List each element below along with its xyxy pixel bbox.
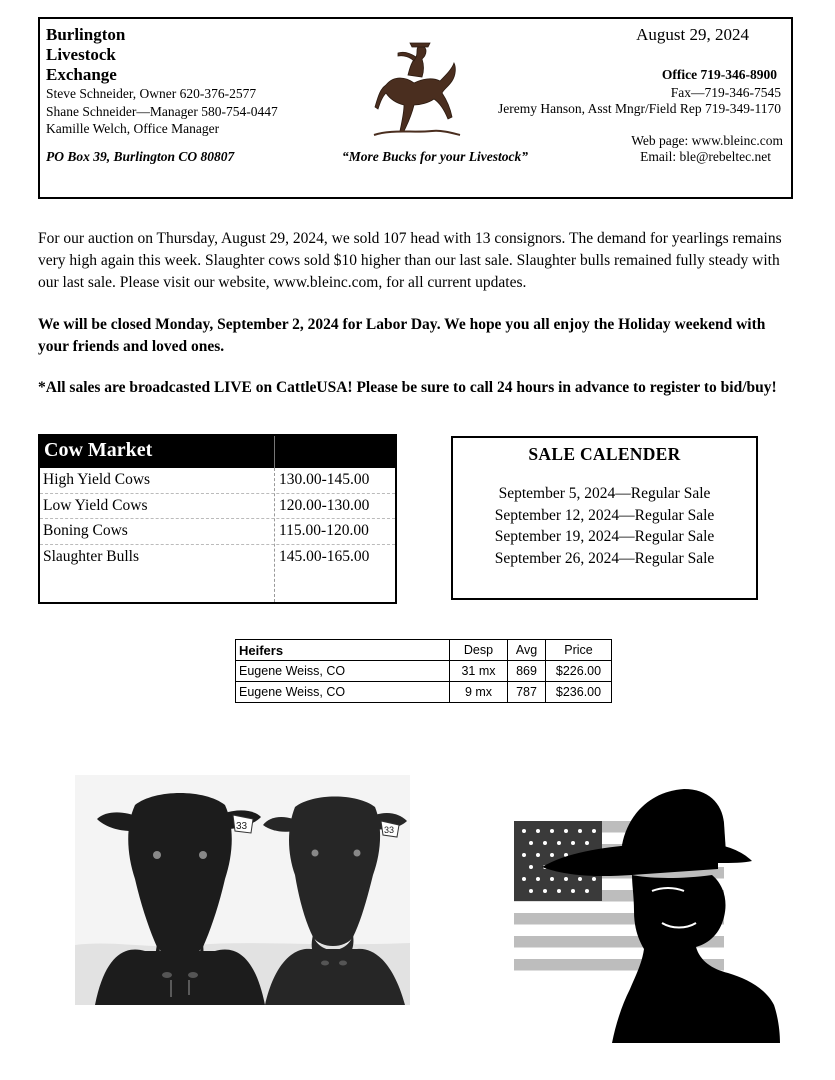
cow-market-header: [40, 436, 395, 468]
cell-desp: 9 mx: [450, 682, 508, 703]
sale-calendar-list: [453, 483, 756, 569]
website-link[interactable]: Web page: www.bleinc.com: [631, 133, 783, 148]
sale-calendar: [451, 436, 758, 600]
row-label: Boning Cows: [43, 522, 128, 539]
row-price: 130.00-145.00: [279, 471, 370, 488]
email-link[interactable]: Email: ble@rebeltec.net: [640, 149, 771, 164]
table-header-row: [236, 640, 612, 661]
table-row: [40, 494, 395, 520]
cell-avg: 869: [508, 661, 546, 682]
office-phone: Office 719-346-8900: [661, 67, 777, 82]
col-avg: Avg: [508, 640, 546, 661]
broadcast-notice: *All sales are broadcasted LIVE on CattleUSA! Please be sure to call 24 hours in advance to register to bid/buy!: [38, 379, 777, 396]
cell-name: Eugene Weiss, CO: [236, 661, 450, 682]
cell-desp: 31 mx: [450, 661, 508, 682]
cow-market-table: [38, 434, 397, 604]
col-heifers: Heifers: [236, 640, 450, 661]
list-item: September 5, 2024—Regular Sale: [498, 485, 711, 502]
ear-tag-left: 33: [236, 821, 248, 832]
holiday-closure-notice: We will be closed Monday, September 2, 2024 for Labor Day. We hope you all enjoy the Holiday weekend with your friends and loved ones.: [38, 316, 766, 355]
staff-list: [46, 85, 278, 138]
header-box: [38, 17, 793, 199]
table-row: [40, 519, 395, 545]
row-price: 145.00-165.00: [279, 547, 370, 565]
ear-tag-right: 33: [384, 825, 395, 835]
fax-number: Fax—719-346-7545: [670, 85, 781, 100]
staff-owner: Steve Schneider, Owner 620-376-2577: [46, 86, 257, 101]
staff-manager: Shane Schneider—Manager 580-754-0447: [46, 103, 278, 119]
row-price: 120.00-130.00: [279, 496, 370, 514]
company-name: Burlington Livestock Exchange: [46, 25, 126, 84]
col-price: Price: [546, 640, 612, 661]
market-report-paragraph: For our auction on Thursday, August 29, 2024, we sold 107 head with 13 consignors. The demand for yearlings remains very high again this week. Slaughter cows sold $10 higher than our last sale. Slaughter bulls remained fully steady with our last sale. Please visit our website, www.bleinc.com, for all current updates.: [38, 230, 782, 291]
bucking-bronco-rider-icon: [372, 39, 462, 139]
header-divider: [274, 436, 275, 468]
col-desp: Desp: [450, 640, 508, 661]
cell-price: $226.00: [546, 661, 612, 682]
row-label: Slaughter Bulls: [43, 547, 140, 565]
table-row: [40, 545, 395, 571]
heifers-table: [235, 639, 612, 703]
cell-name: Eugene Weiss, CO: [236, 682, 450, 703]
row-price: 115.00-120.00: [279, 522, 369, 539]
cell-avg: 787: [508, 682, 546, 703]
cell-price: $236.00: [546, 682, 612, 703]
cow-market-title: Cow Market: [44, 439, 153, 461]
field-rep-contact: Jeremy Hanson, Asst Mngr/Field Rep 719-349-1170: [498, 101, 781, 116]
list-item: September 12, 2024—Regular Sale: [494, 506, 715, 524]
table-row: [236, 661, 612, 682]
report-date: August 29, 2024: [636, 25, 749, 44]
table-row: [236, 682, 612, 703]
cowboy-silhouette-with-american-flag: [512, 783, 782, 1043]
cow-market-body: [40, 468, 395, 602]
po-box-address: PO Box 39, Burlington CO 80807: [46, 149, 235, 164]
list-item: September 19, 2024—Regular Sale: [494, 528, 715, 545]
two-black-angus-cows-sketch: [75, 775, 410, 1005]
row-label: Low Yield Cows: [43, 496, 148, 514]
row-label: High Yield Cows: [43, 471, 151, 488]
slogan: “More Bucks for your Livestock”: [342, 149, 528, 164]
staff-office-manager: Kamille Welch, Office Manager: [46, 121, 220, 136]
sale-calendar-title: SALE CALENDER: [528, 444, 681, 464]
table-row: [40, 468, 395, 494]
list-item: September 26, 2024—Regular Sale: [494, 549, 715, 567]
